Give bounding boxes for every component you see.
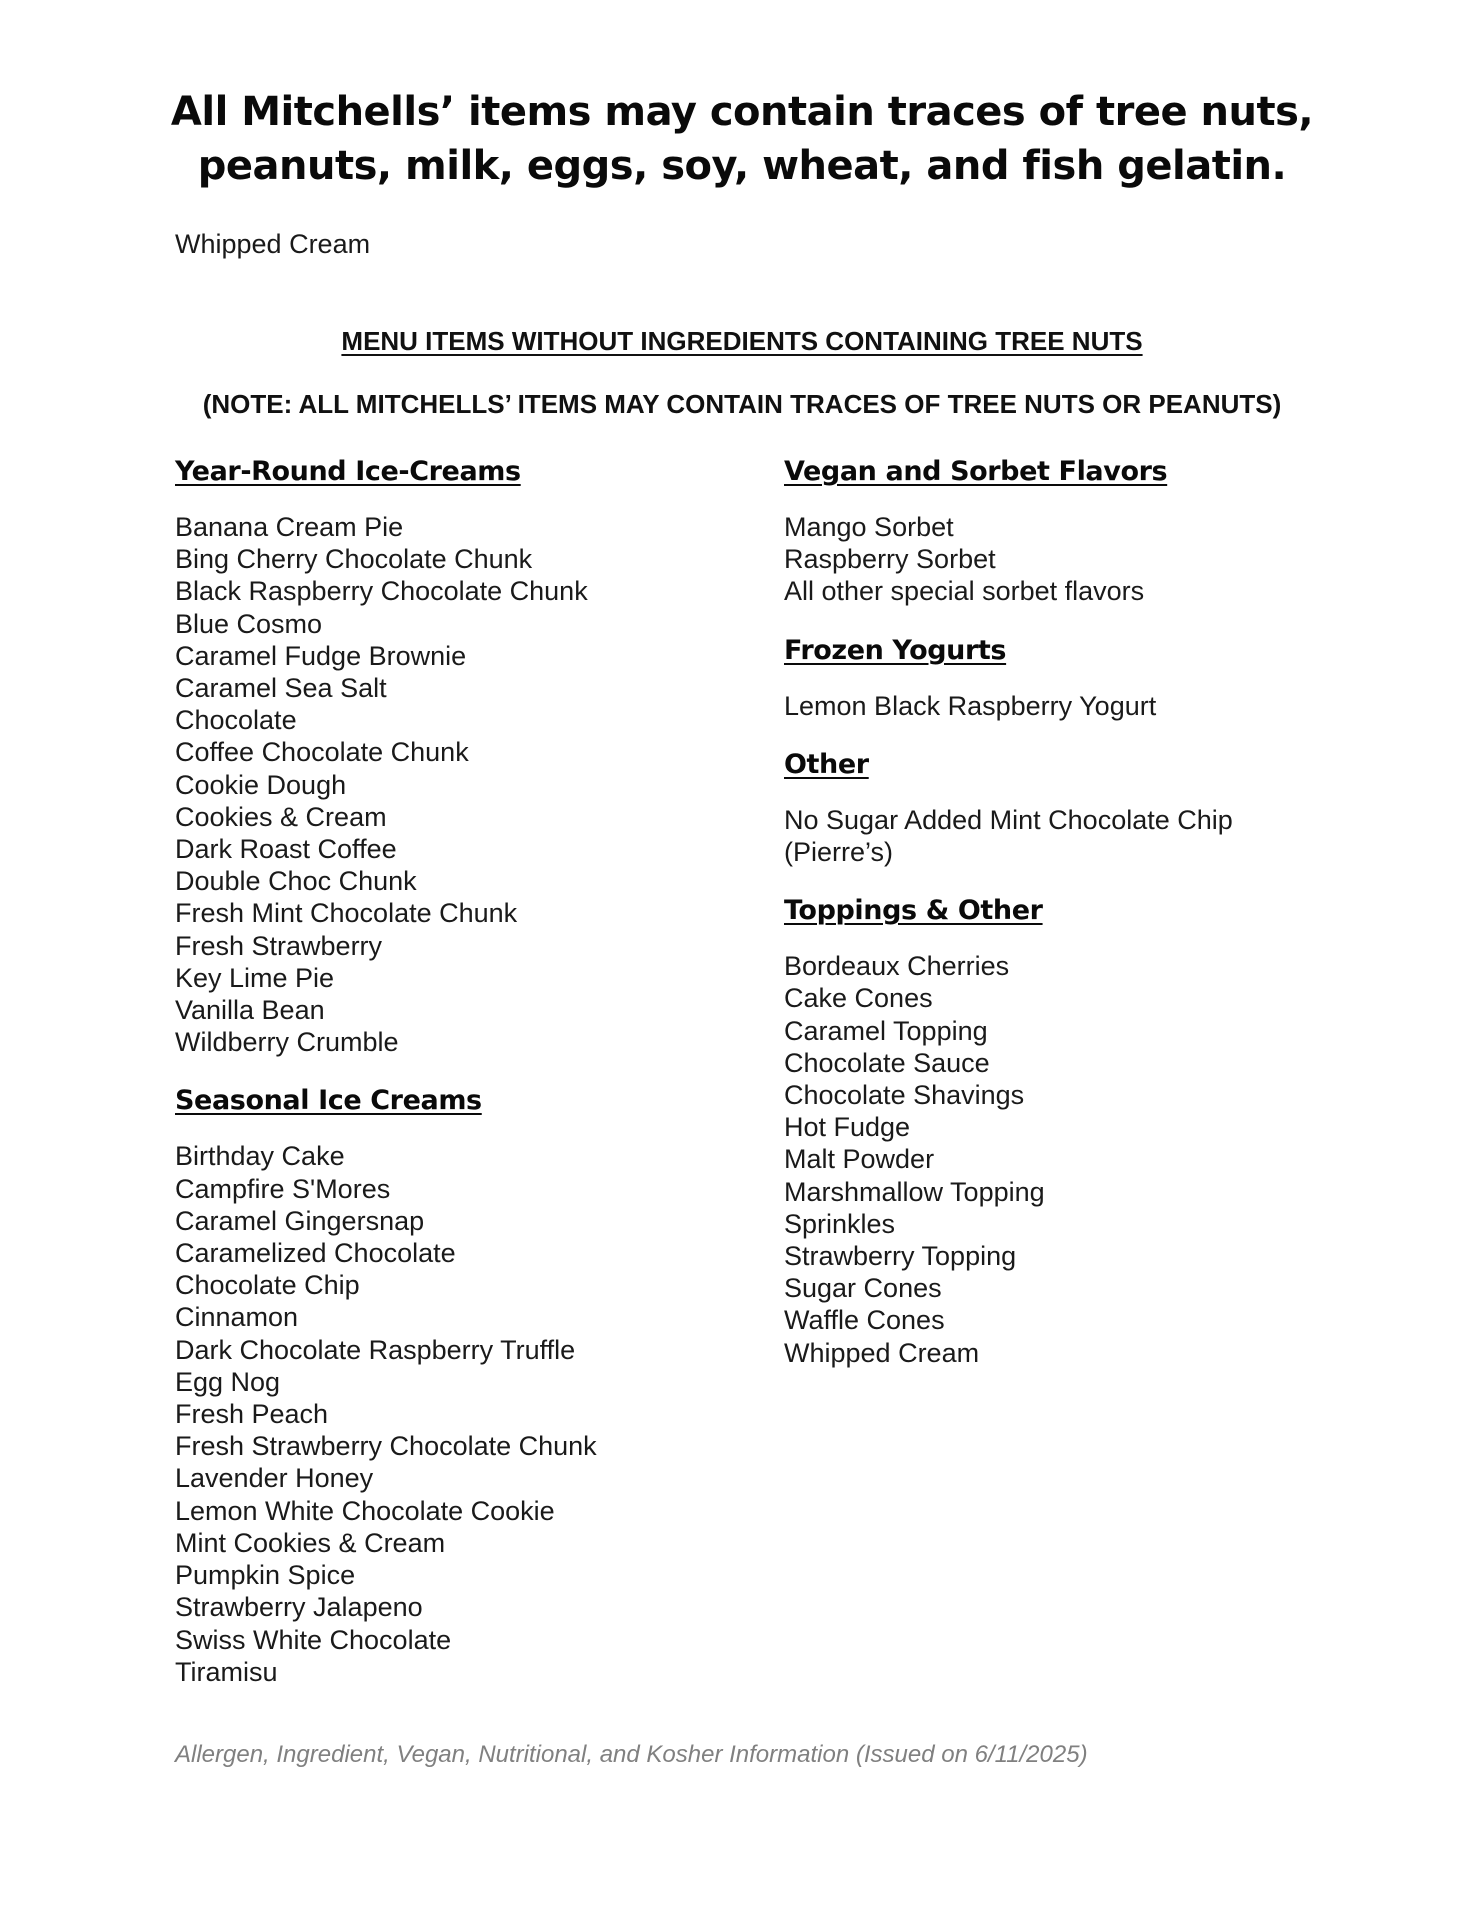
list-item: No Sugar Added Mint Chocolate Chip: [784, 804, 1233, 835]
list-item: Wildberry Crumble: [175, 1027, 399, 1058]
list-item: Swiss White Chocolate: [175, 1624, 452, 1655]
left-column: [175, 455, 775, 1714]
list-item: Campfire S'Mores: [175, 1173, 391, 1204]
list-item: Birthday Cake: [175, 1141, 345, 1172]
section-title: MENU ITEMS WITHOUT INGREDIENTS CONTAINING TREE NUTS: [341, 326, 1143, 356]
issue-footer: Allergen, Ingredient, Vegan, Nutritional, and Kosher Information (Issued on 6/11/2025): [175, 1741, 1088, 1768]
list-item: Coffee Chocolate Chunk: [175, 737, 469, 768]
list-item: Dark Roast Coffee: [175, 834, 397, 865]
list-item: Banana Cream Pie: [175, 512, 404, 542]
list-item: Chocolate Shavings: [784, 1080, 1025, 1111]
list-item: Cookies & Cream: [175, 801, 387, 832]
frozen-yogurts-heading: Frozen Yogurts: [784, 634, 1007, 666]
list-item: Lemon Black Raspberry Yogurt: [784, 690, 1157, 721]
vegan-sorbet-list: [784, 511, 1384, 608]
headline-line-1: All Mitchells’ items may contain traces of tree nuts,: [170, 89, 1314, 135]
list-item: Caramel Gingersnap: [175, 1205, 425, 1236]
right-column: [784, 455, 1384, 1395]
list-item: Caramel Fudge Brownie: [175, 640, 467, 671]
list-item: Strawberry Jalapeno: [175, 1592, 423, 1623]
list-item: Tiramisu: [175, 1656, 278, 1687]
list-item: Sugar Cones: [784, 1273, 942, 1304]
list-item: Black Raspberry Chocolate Chunk: [175, 576, 588, 607]
headline-line-2: peanuts, milk, eggs, soy, wheat, and fish gelatin.: [197, 143, 1287, 189]
toppings-group: [784, 894, 1384, 1369]
section-note: (NOTE: ALL MITCHELLS’ ITEMS MAY CONTAIN TRACES OF TREE NUTS OR PEANUTS): [202, 389, 1282, 419]
year-round-group: [175, 455, 775, 1058]
seasonal-list: [175, 1140, 775, 1687]
seasonal-group: [175, 1084, 775, 1687]
other-heading: Other: [784, 748, 869, 780]
list-item: Chocolate Chip: [175, 1270, 360, 1301]
list-item: Caramel Sea Salt: [175, 673, 387, 704]
frozen-yogurts-group: [784, 634, 1384, 722]
list-item: Blue Cosmo: [175, 608, 323, 639]
list-item: Chocolate Sauce: [784, 1047, 990, 1078]
list-item: Malt Powder: [784, 1144, 935, 1175]
year-round-list: [175, 511, 775, 1058]
list-item: Lemon White Chocolate Cookie: [175, 1495, 555, 1526]
list-item: Fresh Mint Chocolate Chunk: [175, 898, 518, 929]
list-item: Caramel Topping: [784, 1015, 988, 1046]
list-item: All other special sorbet flavors: [784, 576, 1145, 607]
list-item: Vanilla Bean: [175, 995, 325, 1026]
list-item: Cookie Dough: [175, 769, 347, 800]
frozen-yogurts-list: [784, 690, 1384, 722]
list-item: Fresh Strawberry Chocolate Chunk: [175, 1431, 597, 1462]
list-item: Whipped Cream: [784, 1337, 980, 1368]
year-round-heading: Year-Round Ice-Creams: [175, 456, 521, 487]
other-group: [784, 748, 1384, 868]
list-item: Mint Cookies & Cream: [175, 1527, 446, 1558]
list-item: Bordeaux Cherries: [784, 951, 1010, 982]
list-item: Cake Cones: [784, 983, 933, 1014]
list-item: Hot Fudge: [784, 1112, 911, 1143]
list-item: Waffle Cones: [784, 1305, 945, 1336]
carryover-item: Whipped Cream: [175, 229, 371, 259]
vegan-sorbet-heading: Vegan and Sorbet Flavors: [784, 456, 1168, 487]
list-item: Raspberry Sorbet: [784, 544, 996, 575]
list-item: Dark Chocolate Raspberry Truffle: [175, 1334, 576, 1365]
list-item: Fresh Peach: [175, 1399, 329, 1430]
list-item: Pumpkin Spice: [175, 1560, 356, 1591]
list-item: Chocolate: [175, 705, 297, 736]
list-item: Mango Sorbet: [784, 512, 954, 542]
list-item: Double Choc Chunk: [175, 866, 417, 897]
toppings-heading: Toppings & Other: [784, 895, 1043, 927]
list-item: Key Lime Pie: [175, 962, 335, 993]
seasonal-heading: Seasonal Ice Creams: [175, 1085, 482, 1117]
list-item: Egg Nog: [175, 1366, 281, 1397]
list-item: Lavender Honey: [175, 1463, 374, 1494]
list-item: Cinnamon: [175, 1302, 299, 1333]
list-item: Fresh Strawberry: [175, 930, 383, 961]
list-item: Sprinkles: [784, 1208, 896, 1239]
allergen-warning-headline: [100, 85, 1384, 193]
list-item: Strawberry Topping: [784, 1241, 1017, 1272]
toppings-list: [784, 950, 1384, 1369]
vegan-sorbet-group: [784, 455, 1384, 608]
list-item: (Pierre’s): [784, 837, 894, 868]
other-list: [784, 804, 1384, 868]
list-item: Marshmallow Topping: [784, 1176, 1045, 1207]
list-item: Caramelized Chocolate: [175, 1238, 456, 1269]
list-item: Bing Cherry Chocolate Chunk: [175, 544, 533, 575]
